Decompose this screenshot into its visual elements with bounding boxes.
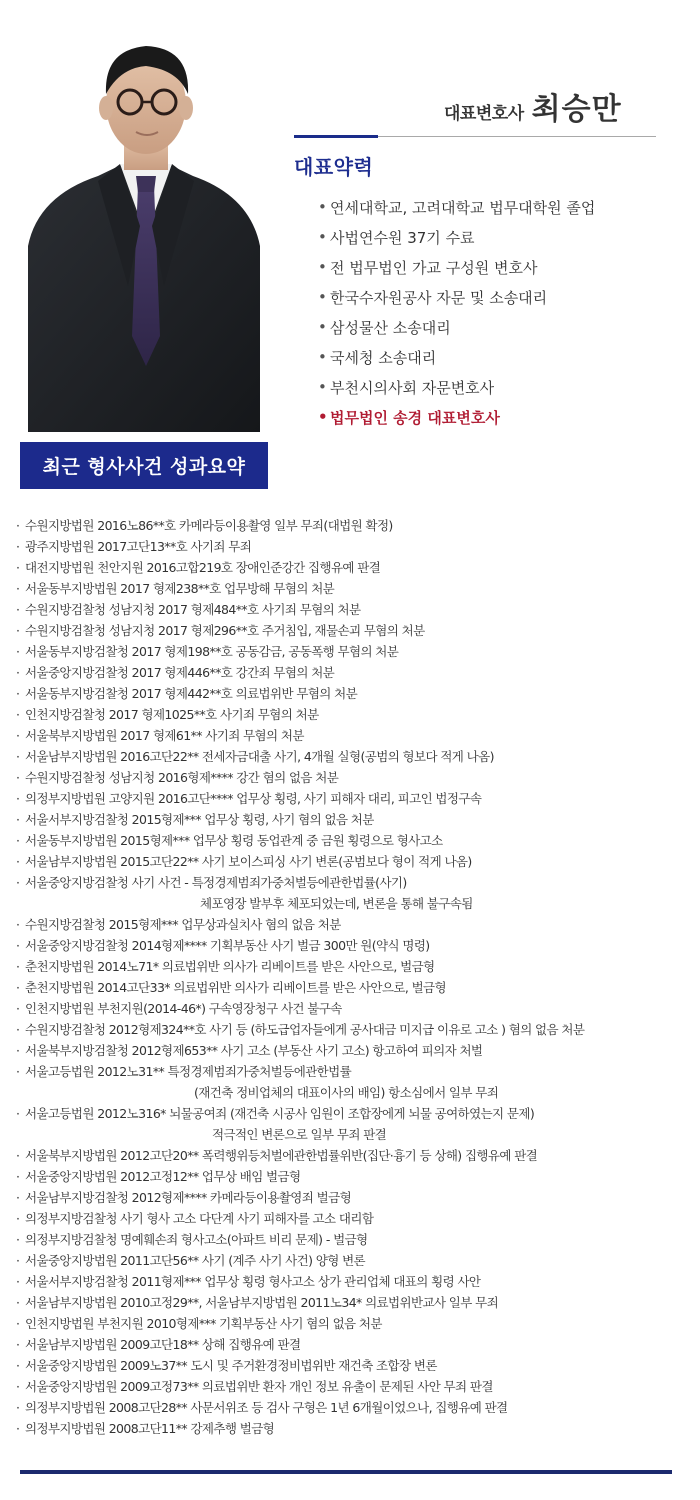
bullet-icon: · <box>16 980 20 995</box>
case-item-text: 서울북부지방법원 2017 형제61** 사기죄 무혐의 처분 <box>25 728 304 743</box>
case-item <box>16 1376 684 1397</box>
career-item <box>318 282 595 312</box>
case-item-text: 서울북부지방법원 2012고단20** 폭력행위등처벌에관한법률위반(집단·흉기 등 상해) 집행유예 판결 <box>25 1148 538 1163</box>
case-item <box>16 1418 684 1439</box>
case-item <box>16 1229 684 1250</box>
case-item <box>16 578 684 599</box>
career-item <box>318 222 595 252</box>
case-item <box>16 1082 684 1103</box>
profile-name-row <box>444 84 664 128</box>
bullet-icon: · <box>16 938 20 953</box>
case-item <box>16 1292 684 1313</box>
case-item-text: 의정부지방법원 2008고단11** 강제추행 벌금형 <box>25 1421 275 1436</box>
case-item-text: 춘천지방법원 2014노71* 의료법위반 의사가 리베이트를 받은 사안으로, 벌금형 <box>25 959 435 974</box>
case-item <box>16 1397 684 1418</box>
bullet-icon: · <box>16 1358 20 1373</box>
career-item <box>318 312 595 342</box>
case-item <box>16 620 684 641</box>
case-item <box>16 725 684 746</box>
bullet-icon: • <box>318 258 327 276</box>
case-item <box>16 935 684 956</box>
bullet-icon: · <box>16 1043 20 1058</box>
bullet-icon: · <box>16 1232 20 1247</box>
case-item-text: 대전지방법원 천안지원 2016고합219호 장애인준강간 집행유예 판결 <box>25 560 381 575</box>
case-item-text: 체포영장 발부후 체포되었는데, 변론을 통해 불구속됨 <box>200 896 473 911</box>
bullet-icon: · <box>16 833 20 848</box>
bullet-icon: · <box>16 917 20 932</box>
case-item-text: 수원지방검찰청 성남지청 2017 형제484**호 사기죄 무혐의 처분 <box>25 602 361 617</box>
bullet-icon: · <box>16 1211 20 1226</box>
case-item <box>16 1271 684 1292</box>
case-item <box>16 1187 684 1208</box>
case-item-text: 수원지방법원 2016노86**호 카메라등이용촬영 일부 무죄(대법원 확정) <box>25 518 393 533</box>
bullet-icon: · <box>16 707 20 722</box>
career-item-text: 국세청 소송대리 <box>330 348 437 367</box>
case-item-text: 서울고등법원 2012노31** 특정경제범죄가중처벌등에관한법률 <box>25 1064 352 1079</box>
bullet-icon: · <box>16 1001 20 1016</box>
case-item-text: 의정부지방법원 고양지원 2016고단**** 업무상 횡령, 사기 피해자 대리, 피고인 법정구속 <box>25 791 482 806</box>
case-item <box>16 536 684 557</box>
case-item <box>16 1208 684 1229</box>
divider-accent <box>294 135 378 138</box>
case-item-text: 서울서부지방검찰청 2011형제*** 업무상 횡령 형사고소 상가 관리업체 대표의 횡령 사안 <box>25 1274 481 1289</box>
career-item-text: 삼성물산 소송대리 <box>330 318 451 337</box>
bullet-icon: · <box>16 1106 20 1121</box>
case-item <box>16 746 684 767</box>
case-item <box>16 515 684 536</box>
career-item <box>318 342 595 372</box>
career-heading: 대표약력 <box>294 155 374 179</box>
case-item-text: 서울서부지방검찰청 2015형제*** 업무상 횡령, 사기 혐의 없음 처분 <box>25 812 374 827</box>
case-item <box>16 977 684 998</box>
case-item-text: 인천지방법원 부천지원(2014-46*) 구속영장청구 사건 불구속 <box>25 1001 342 1016</box>
divider-line <box>378 136 656 137</box>
bullet-icon: · <box>16 665 20 680</box>
case-item-text: 수원지방검찰청 2015형제*** 업무상과실치사 혐의 없음 처분 <box>25 917 341 932</box>
bullet-icon: · <box>16 959 20 974</box>
case-item <box>16 1040 684 1061</box>
bullet-icon: · <box>16 1022 20 1037</box>
bullet-icon: · <box>16 1295 20 1310</box>
case-item-text: 서울남부지방검찰청 2012형제**** 카메라등이용촬영죄 벌금형 <box>25 1190 352 1205</box>
bullet-icon: · <box>16 791 20 806</box>
bullet-icon: · <box>16 749 20 764</box>
bullet-icon: • <box>318 378 327 396</box>
case-item <box>16 998 684 1019</box>
case-item-text: 서울중앙지방법원 2009고정73** 의료법위반 환자 개인 정보 유출이 문제된 사안 무죄 판결 <box>25 1379 493 1394</box>
bullet-icon: • <box>318 318 327 336</box>
bullet-icon: · <box>16 854 20 869</box>
case-item-text: 서울동부지방검찰청 2017 형제198**호 공동감금, 공동폭행 무혐의 처분 <box>25 644 399 659</box>
bullet-icon: • <box>318 348 327 366</box>
case-list <box>16 515 684 1439</box>
case-item <box>16 851 684 872</box>
case-item-text: 서울북부지방검찰청 2012형제653** 사기 고소 (부동산 사기 고소) 항고하여 피의자 처벌 <box>25 1043 483 1058</box>
case-item <box>16 1355 684 1376</box>
case-item-text: 서울중앙지방검찰청 2017 형제446**호 강간죄 무혐의 처분 <box>25 665 335 680</box>
case-item-text: 서울중앙지방법원 2012고정12** 업무상 배임 벌금형 <box>25 1169 301 1184</box>
case-item-text: 서울고등법원 2012노316* 뇌물공여죄 (재건축 시공사 임원이 조합장에게 뇌물 공여하였는지 문제) <box>25 1106 535 1121</box>
case-item-text: 수원지방검찰청 2012형제324**호 사기 등 (하도급업자들에게 공사대금 미지급 이유로 고소 ) 혐의 없음 처분 <box>25 1022 585 1037</box>
case-item-text: 서울남부지방법원 2010고정29**, 서울남부지방법원 2011노34* 의료법위반교사 일부 무죄 <box>25 1295 499 1310</box>
case-item <box>16 704 684 725</box>
case-item-text: 서울동부지방검찰청 2017 형제442**호 의료법위반 무혐의 처분 <box>25 686 358 701</box>
case-item-text: 서울중앙지방법원 2009노37** 도시 및 주거환경정비법위반 재건축 조합장 변론 <box>25 1358 437 1373</box>
case-item <box>16 767 684 788</box>
career-item-text: 법무법인 송경 대표변호사 <box>330 408 500 427</box>
case-item-text: (재건축 정비업체의 대표이사의 배임) 항소심에서 일부 무죄 <box>194 1085 499 1100</box>
case-item <box>16 893 684 914</box>
lawyer-portrait <box>28 36 260 432</box>
bullet-icon: · <box>16 1148 20 1163</box>
case-item <box>16 1061 684 1082</box>
case-item <box>16 1313 684 1334</box>
case-item-text: 서울중앙지방검찰청 사기 사건 - 특정경제범죄가중처벌등에관한법률(사기) <box>25 875 407 890</box>
bullet-icon: · <box>16 602 20 617</box>
case-item <box>16 1166 684 1187</box>
case-item <box>16 788 684 809</box>
case-item <box>16 683 684 704</box>
bullet-icon: • <box>318 198 327 216</box>
case-item-text: 서울남부지방법원 2016고단22** 전세자금대출 사기, 4개월 실형(공범의 형보다 적게 나옴) <box>25 749 494 764</box>
career-item <box>318 372 595 402</box>
case-item <box>16 830 684 851</box>
case-item <box>16 599 684 620</box>
bullet-icon: · <box>16 539 20 554</box>
bullet-icon: · <box>16 1064 20 1079</box>
career-item-text: 전 법무법인 가교 구성원 변호사 <box>330 258 538 277</box>
case-item-text: 의정부지방검찰청 사기 형사 고소 다단계 사기 피해자를 고소 대리함 <box>25 1211 374 1226</box>
portrait-image <box>28 36 260 432</box>
bullet-icon: · <box>16 1316 20 1331</box>
case-item-text: 춘천지방법원 2014고단33* 의료법위반 의사가 리베이트를 받은 사안으로, 벌금형 <box>25 980 447 995</box>
case-item <box>16 641 684 662</box>
career-item-text: 사법연수원 37기 수료 <box>330 228 475 247</box>
bullet-icon: · <box>16 812 20 827</box>
career-item-text: 한국수자원공사 자문 및 소송대리 <box>330 288 548 307</box>
career-item <box>318 192 595 222</box>
case-item <box>16 1250 684 1271</box>
case-item-text: 인천지방검찰청 2017 형제1025**호 사기죄 무혐의 처분 <box>25 707 319 722</box>
bullet-icon: · <box>16 623 20 638</box>
bullet-icon: · <box>16 1379 20 1394</box>
bullet-icon: · <box>16 644 20 659</box>
case-item-text: 서울중앙지방검찰청 2014형제**** 기획부동산 사기 벌금 300만 원(약식 명령) <box>25 938 430 953</box>
case-item <box>16 1019 684 1040</box>
bullet-icon: · <box>16 1253 20 1268</box>
career-item-text: 부천시의사회 자문변호사 <box>330 378 495 397</box>
case-item-text: 서울중앙지방법원 2011고단56** 사기 (계주 사기 사건) 양형 변론 <box>25 1253 366 1268</box>
case-item <box>16 557 684 578</box>
bullet-icon: · <box>16 518 20 533</box>
career-list <box>318 192 595 432</box>
bullet-icon: · <box>16 770 20 785</box>
case-item <box>16 662 684 683</box>
bullet-icon: · <box>16 560 20 575</box>
case-item-text: 서울남부지방법원 2009고단18** 상해 집행유예 판결 <box>25 1337 301 1352</box>
case-item <box>16 1334 684 1355</box>
bullet-icon: • <box>318 228 327 246</box>
bullet-icon: · <box>16 1190 20 1205</box>
case-item-text: 인천지방법원 부천지원 2010형제*** 기획부동산 사기 혐의 없음 처분 <box>25 1316 382 1331</box>
bottom-divider <box>20 1470 672 1474</box>
case-item-text: 광주지방법원 2017고단13**호 사기죄 무죄 <box>25 539 252 554</box>
career-item <box>318 252 595 282</box>
bullet-icon: • <box>318 288 327 306</box>
case-item <box>16 809 684 830</box>
bullet-icon: · <box>16 1400 20 1415</box>
bullet-icon: · <box>16 1421 20 1436</box>
bullet-icon: · <box>16 1337 20 1352</box>
case-item <box>16 914 684 935</box>
case-item-text: 적극적인 변론으로 일부 무죄 판결 <box>212 1127 387 1142</box>
bullet-icon: · <box>16 875 20 890</box>
bullet-icon: · <box>16 686 20 701</box>
section-title: 최근 형사사건 성과요약 <box>42 456 246 478</box>
bullet-icon: · <box>16 581 20 596</box>
case-item <box>16 1124 684 1145</box>
career-item-highlight <box>318 402 595 432</box>
case-item-text: 의정부지방법원 2008고단28** 사문서위조 등 검사 구형은 1년 6개월이었으나, 집행유예 판결 <box>25 1400 508 1415</box>
career-item-text: 연세대학교, 고려대학교 법무대학원 졸업 <box>330 198 596 217</box>
profile-title: 대표변호사 <box>444 104 524 124</box>
bullet-icon: · <box>16 728 20 743</box>
case-item-text: 수원지방검찰청 성남지청 2016형제**** 강간 혐의 없음 처분 <box>25 770 339 785</box>
bullet-icon: · <box>16 1274 20 1289</box>
case-item-text: 서울남부지방법원 2015고단22** 사기 보이스피싱 사기 변론(공범보다 형이 적게 나옴) <box>25 854 472 869</box>
profile-name: 최승만 <box>531 92 622 127</box>
case-item <box>16 1145 684 1166</box>
case-item-text: 수원지방검찰청 성남지청 2017 형제296**호 주거침입, 재물손괴 무혐의 처분 <box>25 623 425 638</box>
case-item-text: 서울동부지방법원 2017 형제238**호 업무방해 무혐의 처분 <box>25 581 335 596</box>
case-item-text: 서울동부지방법원 2015형제*** 업무상 횡령 동업관계 중 금원 횡령으로 형사고소 <box>25 833 443 848</box>
case-item-text: 의정부지방검찰청 명예훼손죄 형사고소(아파트 비리 문제) - 벌금형 <box>25 1232 368 1247</box>
bullet-icon: · <box>16 1169 20 1184</box>
case-item <box>16 872 684 893</box>
heading-divider <box>294 135 656 139</box>
section-title-box <box>20 442 268 489</box>
bullet-icon: • <box>318 408 328 426</box>
case-item <box>16 956 684 977</box>
case-item <box>16 1103 684 1124</box>
